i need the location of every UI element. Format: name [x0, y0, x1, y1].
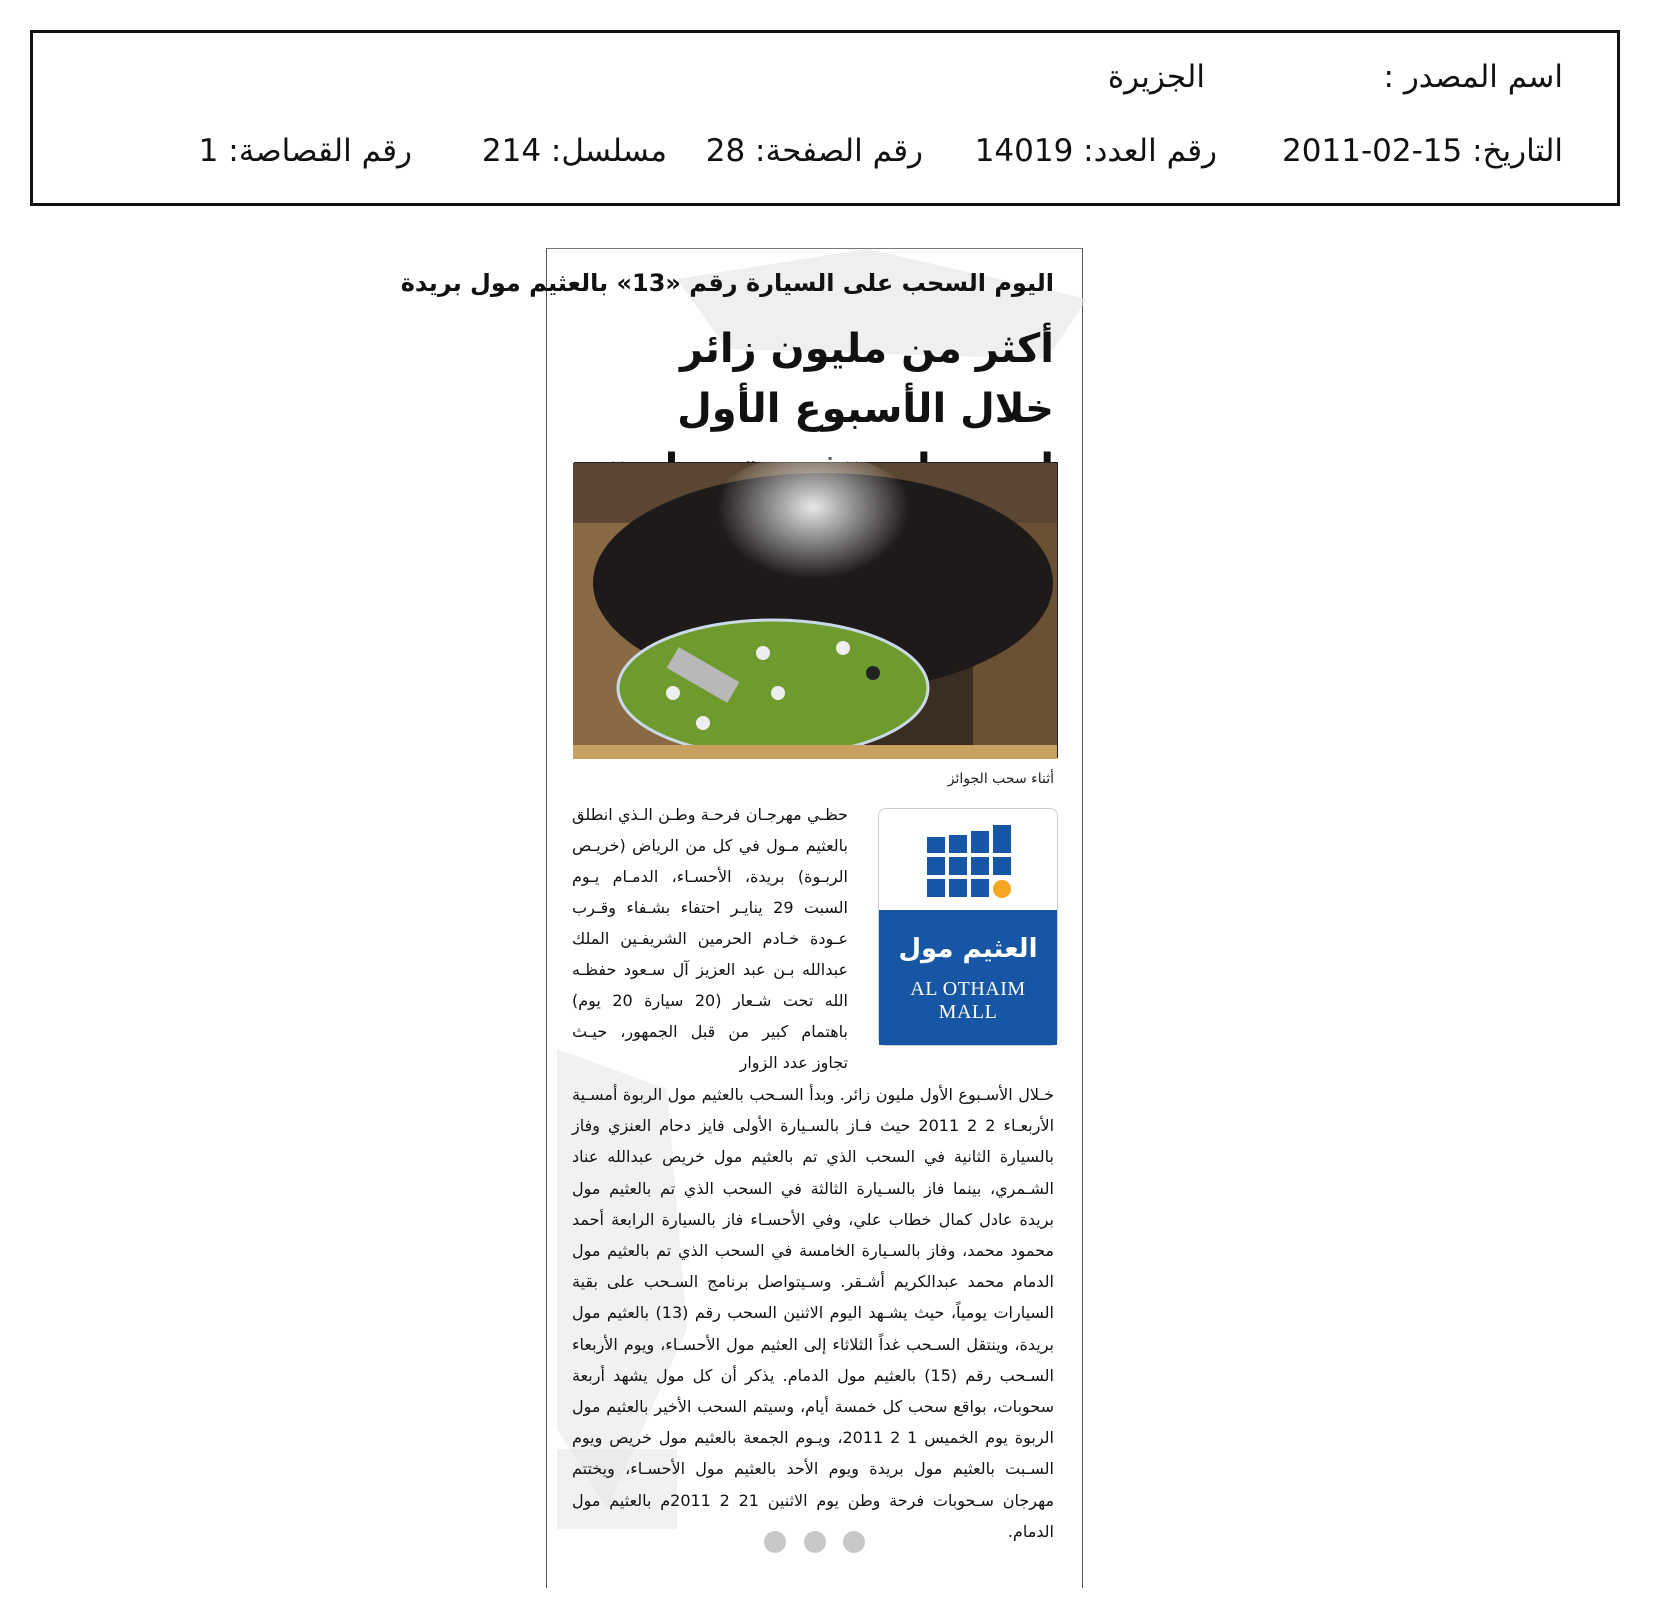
article-paragraph-rest: خـلال الأسـبوع الأول مليون زائر. وبدأ السـحب بالعثيم مول الربوة أمسـية الأربعـاء 2 2 2011 حيث فـاز بالسـيارة الأولى فايز دحام العنزي وفاز بالسيارة الثانية في السحب الذي تم بالعثيم مول خريص عبدالله عناد الشـمري، بينما فاز بالسـيارة الثالثة في السحب الذي تم بالعثيم مول بريدة عادل كمال خطاب علي، وفي الأحسـاء فاز بالسيارة الرابعة أحمد محمود محمد، وفاز بالسـيارة الخامسة في السحب الذي تم بالعثيم مول الدمام محمد عبدالكريم أشـقر. وسـيتواصل برنامج السـحب على بقية السيارات يومياً، حيث يشـهد اليوم الاثنين السحب رقم (13) بالعثيم مول بريدة، وينتقل السـحب غداً الثلاثاء إلى العثيم مول الأحسـاء، ويوم الأربعاء السـحب رقم (15) بالعثيم مول الدمام. يذكر أن كل مول يشهد أربعة سحوبات، بواقع سحب كل خمسة أيام، وسيتم السحب الأخير بالعثيم مول الربوة يوم الخميس 1 2 2011، ويـوم الجمعة بالعثيم مول خريص ويوم السـبت بالعثيم مول بريدة ويوم الأحد بالعثيم مول الأحسـاء، ويختتم مهرجان سـحوبات فرحة وطن يوم الاثنين 21 2 2011م بالعثيم مول الدمام. [572, 1085, 1055, 1541]
date-field: التاريخ: 15-02-2011 [1282, 133, 1563, 169]
source-metadata-box [30, 30, 1620, 206]
source-value: الجزيرة [1107, 59, 1205, 95]
page-number-field: رقم الصفحة: 28 [705, 133, 923, 169]
dot-ornament [764, 1531, 786, 1553]
dot-ornament [804, 1531, 826, 1553]
newspaper-clipping [400, 248, 1083, 1588]
clip-number-field: رقم القصاصة: 1 [198, 133, 412, 169]
logo-english-text: AL OTHAIM MALL [910, 978, 1026, 1023]
page-end-dots [547, 1531, 1082, 1557]
event-photo [574, 462, 1058, 758]
article-paragraph-top: حظـي مهرجـان فرحـة وطـن الـذي انطلق بالعثيم مـول في كل من الرياض (خريـص الربـوة) بريدة، الأحسـاء، الدمـام يـوم السبت 29 ينايـر احتفاء بشـفاء وقـرب عـودة خـادم الحرمين الشريفـين الملك عبدالله بـن عبد العزيز آل سـعود حفظـه الله تحت شـعار (20 سيارة 20 يوم) باهتمام كبير من قبل الجمهور، حيـث تجاوز عدد الزوار [572, 805, 849, 1072]
source-label: اسم المصدر : [1383, 59, 1563, 95]
metadata-row-details [33, 129, 1617, 173]
grid-squares-icon [927, 823, 1011, 905]
photo-caption: أثناء سحب الجوائز [947, 771, 1054, 787]
article-headline: أكثر من مليون زائر خلال الأسبوع الأول [677, 326, 1054, 432]
dot-ornament [843, 1531, 865, 1553]
logo-blue-panel [879, 910, 1057, 1045]
crowd-photo-illustration [573, 463, 1057, 759]
article-kicker: اليوم السحب على السيارة رقم «13» بالعثيم مول بريدة [400, 269, 1054, 297]
issue-number-field: رقم العدد: 14019 [974, 133, 1217, 169]
al-othaim-mall-logo [878, 808, 1058, 1046]
logo-arabic-text: العثيم مول [898, 934, 1038, 964]
metadata-row-source [33, 55, 1617, 99]
serial-field: مسلسل: 214 [481, 133, 667, 169]
